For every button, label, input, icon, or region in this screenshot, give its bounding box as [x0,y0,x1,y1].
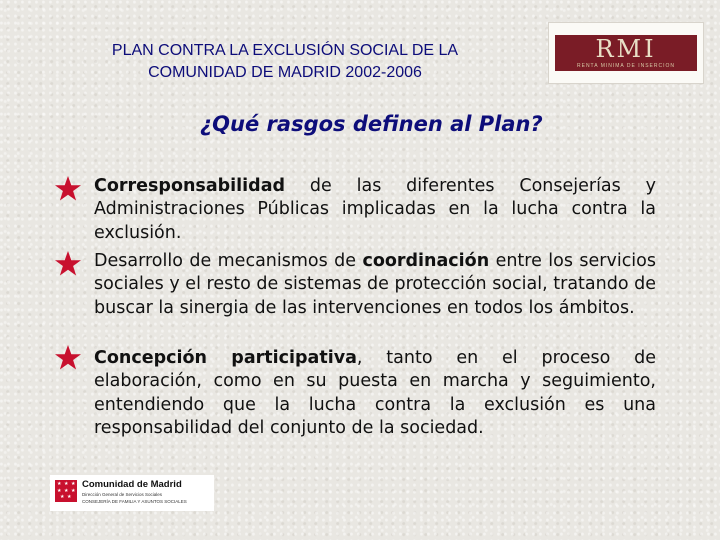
header-title-line1: PLAN CONTRA LA EXCLUSIÓN SOCIAL DE LA [111,42,459,59]
bullet-item-2 [94,250,656,320]
red-star-icon [54,175,82,203]
comunidad-madrid-title: Comunidad de Madrid [82,479,182,490]
bullet-1-bold: Corresponsabilidad [94,176,286,196]
bullet-2-text-before: Desarrollo de mecanismos de [94,251,363,271]
bullet-3-bold: Concepción participativa [94,348,357,368]
rmi-logo-panel [555,35,697,71]
bullet-item-1 [94,175,656,245]
madrid-flag-icon: ★ ★ ★ ★ ★ ★ ★ ★ [57,481,76,500]
bullet-2-bold: coordinación [362,251,490,271]
comunidad-madrid-line1: Dirección General de Servicios Sociales [82,492,163,497]
comunidad-madrid-logo [50,475,214,511]
rmi-logo-subtitle: RENTA MINIMA DE INSERCION [577,63,675,69]
red-star-icon [54,250,82,278]
header-title-line2: COMUNIDAD DE MADRID 2002-2006 [148,64,422,81]
bullet-2-text-after: entre los servicios sociales y el resto de sistemas de protección social, tratando de buscar la sinergia de las intervenciones en todos los ámbitos. [94,251,656,318]
bullet-3-text: , tanto en el proceso de elaboración, como en su puesta en marcha y seguimiento, entendiendo que la lucha contra la exclusión es una responsabilidad del conjunto de la sociedad. [94,348,656,439]
bullet-1-text: de las diferentes Consejerías y Administraciones Públicas implicadas en la lucha contra la exclusión. [94,176,656,243]
slide-question: ¿Qué rasgos definen al Plan? [200,112,543,136]
rmi-logo [548,22,704,84]
bullet-item-3 [94,347,656,441]
red-star-icon [54,344,82,372]
comunidad-madrid-line2: CONSEJERÍA DE FAMILIA Y ASUNTOS SOCIALES [82,499,187,504]
slide-header-title [60,40,510,84]
rmi-logo-mark: RMI [595,35,657,63]
